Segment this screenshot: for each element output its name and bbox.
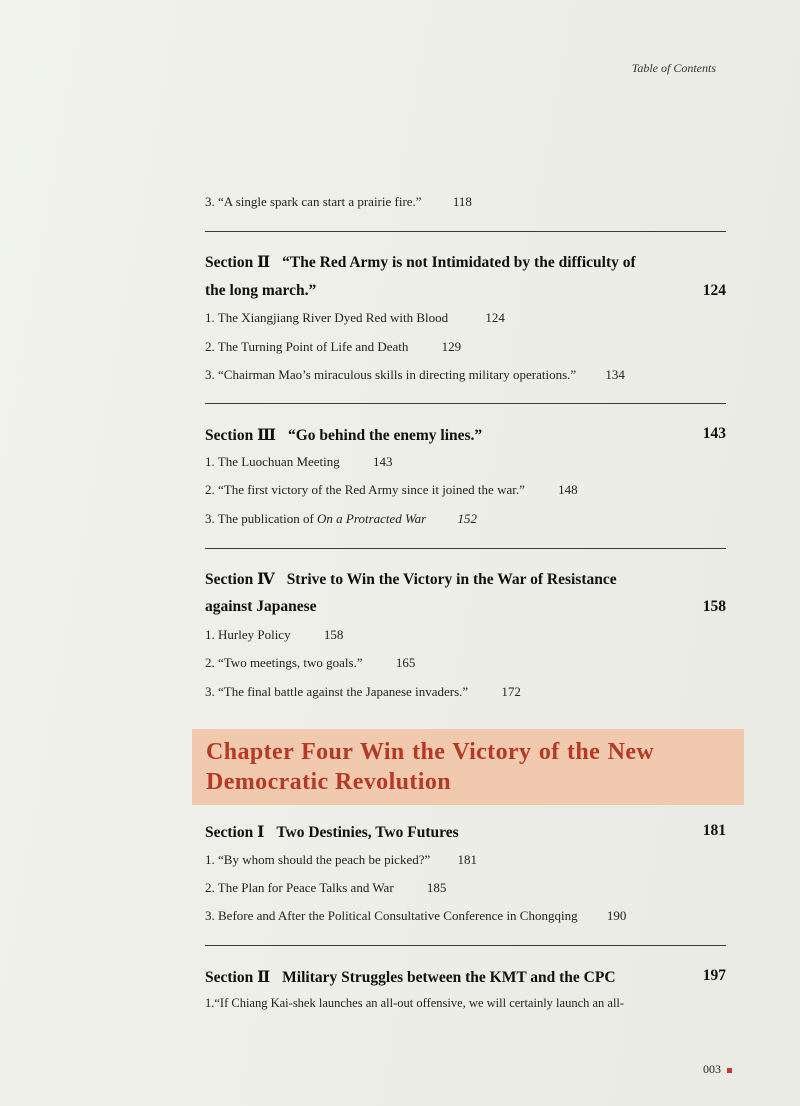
section-title: Military Struggles between the KMT and the CPC xyxy=(282,969,616,986)
section-heading-continued[interactable] xyxy=(205,598,726,616)
toc-entry-title: 1. The Luochuan Meeting xyxy=(205,454,340,469)
toc-entry-title: 3. “A single spark can start a prairie fire.” xyxy=(205,194,422,209)
toc-entry-title: 2. The Plan for Peace Talks and War xyxy=(205,880,394,895)
toc-entry-page: 148 xyxy=(558,482,578,497)
toc-entry[interactable] xyxy=(205,310,505,326)
section-page: 158 xyxy=(702,598,726,615)
book-title: On a Protracted War xyxy=(317,511,427,526)
toc-entry[interactable] xyxy=(205,996,624,1011)
toc-entry-page: 124 xyxy=(485,310,505,325)
toc-entry-title: 2. “Two meetings, two goals.” xyxy=(205,655,363,670)
section-page: 181 xyxy=(702,822,726,839)
section-number: Section Ⅰ xyxy=(205,824,265,841)
chapter-title-continued[interactable]: Democratic Revolution xyxy=(206,769,452,795)
section-page: 197 xyxy=(702,967,726,984)
toc-entry[interactable] xyxy=(205,339,461,355)
section-heading-continued[interactable] xyxy=(205,282,726,300)
toc-entry[interactable] xyxy=(205,454,393,470)
toc-entry-title: 3. “Chairman Mao’s miraculous skills in directing military operations.” xyxy=(205,367,577,382)
section-title: Strive to Win the Victory in the War of Resistance xyxy=(286,571,617,588)
toc-entry-page: 118 xyxy=(452,194,472,209)
section-number: Section Ⅱ xyxy=(205,254,271,271)
toc-entry-page: 190 xyxy=(606,908,627,923)
toc-entry-title: 2. The Turning Point of Life and Death xyxy=(205,339,409,354)
section-number: Section Ⅳ xyxy=(205,571,275,588)
toc-entry[interactable] xyxy=(205,627,343,643)
page-number-text: 003 xyxy=(703,1062,721,1076)
section-page: 124 xyxy=(702,282,726,299)
section-page: 143 xyxy=(702,425,726,442)
toc-entry-title: 1.“If Chiang Kai-shek launches an all-out offensive, we will certainly launch an all- xyxy=(205,996,625,1010)
section-title: Two Destinies, Two Futures xyxy=(276,824,459,841)
toc-entry[interactable] xyxy=(205,880,446,896)
section-heading[interactable] xyxy=(205,967,726,987)
toc-entry[interactable] xyxy=(205,852,477,868)
toc-entry-page: 165 xyxy=(395,655,416,670)
toc-entry-title: 3. Before and After the Political Consultative Conference in Chongqing xyxy=(205,908,578,923)
section-heading[interactable] xyxy=(205,425,726,445)
section-number: Section Ⅲ xyxy=(205,427,276,444)
toc-entry-page: 143 xyxy=(373,454,393,469)
section-title: “Go behind the enemy lines.” xyxy=(287,427,483,444)
toc-entry-page: 134 xyxy=(605,367,625,382)
section-title: the long march.” xyxy=(205,282,317,299)
divider xyxy=(205,548,726,549)
toc-entry[interactable] xyxy=(205,367,625,383)
toc-entry-title: 1. Hurley Policy xyxy=(205,627,291,642)
section-heading[interactable] xyxy=(205,252,726,272)
section-heading[interactable] xyxy=(205,822,726,842)
toc-entry[interactable] xyxy=(205,511,477,527)
toc-entry-title: 3. The publication of xyxy=(205,511,318,526)
toc-entry[interactable] xyxy=(205,194,472,210)
page-number xyxy=(703,1062,732,1077)
toc-entry-page: 172 xyxy=(501,684,521,699)
toc-entry-page: 158 xyxy=(323,627,344,642)
toc-entry[interactable] xyxy=(205,684,521,700)
toc-entry[interactable] xyxy=(205,655,415,671)
section-number: Section Ⅱ xyxy=(205,969,271,986)
toc-entry-page: 152 xyxy=(457,511,477,526)
divider xyxy=(205,231,726,232)
divider xyxy=(205,945,726,946)
toc-entry-page: 181 xyxy=(457,852,478,867)
toc-entry-title: 2. “The first victory of the Red Army since it joined the war.” xyxy=(205,482,525,497)
toc-entry-page: 185 xyxy=(426,880,447,895)
running-head: Table of Contents xyxy=(631,61,716,75)
toc-entry[interactable] xyxy=(205,908,626,924)
divider xyxy=(205,403,726,404)
toc-entry-title: 1. The Xiangjiang River Dyed Red with Blood xyxy=(205,310,449,325)
toc-entry-title: 3. “The final battle against the Japanese invaders.” xyxy=(205,684,469,699)
section-heading[interactable] xyxy=(205,569,726,589)
section-title: against Japanese xyxy=(205,598,317,615)
section-title: “The Red Army is not Intimidated by the difficulty of xyxy=(282,254,636,271)
toc-entry-title: 1. “By whom should the peach be picked?” xyxy=(205,852,431,867)
square-bullet-icon xyxy=(727,1068,732,1073)
toc-entry[interactable] xyxy=(205,482,578,498)
toc-entry-page: 129 xyxy=(441,339,462,354)
chapter-title[interactable]: Chapter Four Win the Victory of the New xyxy=(206,739,655,765)
